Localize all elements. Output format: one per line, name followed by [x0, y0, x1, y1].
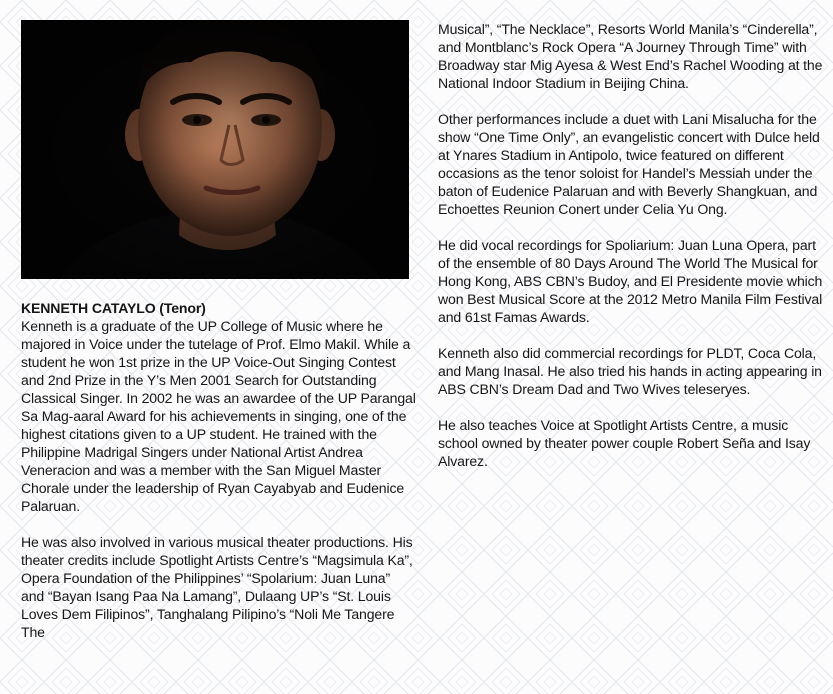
bio-paragraph: Musical”, “The Necklace”, Resorts World Manila’s “Cinderella”, and Montblanc’s Rock Opera “A Journey Through Time” with Broadway star Mig Ayesa & West End’s Rachel Wooding at the National Indoor Stadium in Beijing China.: [438, 21, 823, 91]
bio-paragraph: Other performances include a duet with Lani Misalucha for the show “One Time Only”, an evangelistic concert with Dulce held at Ynares Stadium in Antipolo, twice featured on different occasions as the tenor soloist for Handel’s Messiah under the baton of Eudenice Palaruan and with Beverly Shangkuan, and Echoettes Reunion Conert under Celia Yu Ong.: [438, 111, 820, 217]
portrait-photo: [21, 20, 409, 279]
bio-right-column: [438, 20, 823, 488]
bio-intro: [21, 299, 416, 515]
performer-name: KENNETH CATAYLO (Tenor): [21, 300, 206, 316]
bio-paragraph: Kenneth is a graduate of the UP College of Music where he majored in Voice under the tutelage of Prof. Elmo Makil. While a student he won 1st prize in the UP Voice-Out Singing Contest and 2nd Prize in the Y’s Men 2001 Search for Outstanding Classical Singer. In 2002 he was an awardee of the UP Parangal Sa Mag-aaral Award for his achievements in singing, one of the highest citations given to a UP student. He trained with the Philippine Madrigal Singers under National Artist Andrea Veneracion and was a member with the San Miguel Master Chorale under the leadership of Ryan Cayabyab and Eudenice Palaruan.: [21, 318, 416, 514]
bio-paragraph: He also teaches Voice at Spotlight Artists Centre, a music school owned by theater power couple Robert Seña and Isay Alvarez.: [438, 417, 811, 469]
bio-paragraph: He was also involved in various musical theater productions. His theater credits include Spotlight Artists Centre’s “Magsimula Ka”, Opera Foundation of the Philippines’ “Spolarium: Juan Luna” and “Bayan Isang Paa Na Lamang”, Dulaang UP’s “St. Louis Loves Dem Filipinos”, Tanghalang Pilipino’s “Noli Me Tangere The: [21, 534, 413, 640]
bio-paragraph: He did vocal recordings for Spoliarium: Juan Luna Opera, part of the ensemble of 80 Days Around The World The Musical for Hong Kong, ABS CBN’s Budoy, and El Presidente movie which won Best Musical Score at the 2012 Metro Manila Film Festival and 61st Famas Awards.: [438, 237, 823, 325]
bio-paragraph: Kenneth also did commercial recordings for PLDT, Coca Cola, and Mang Inasal. He also tried his hands in acting appearing in ABS CBN’s Dream Dad and Two Wives teleseryes.: [438, 345, 822, 397]
bio-left-column: [21, 299, 416, 659]
